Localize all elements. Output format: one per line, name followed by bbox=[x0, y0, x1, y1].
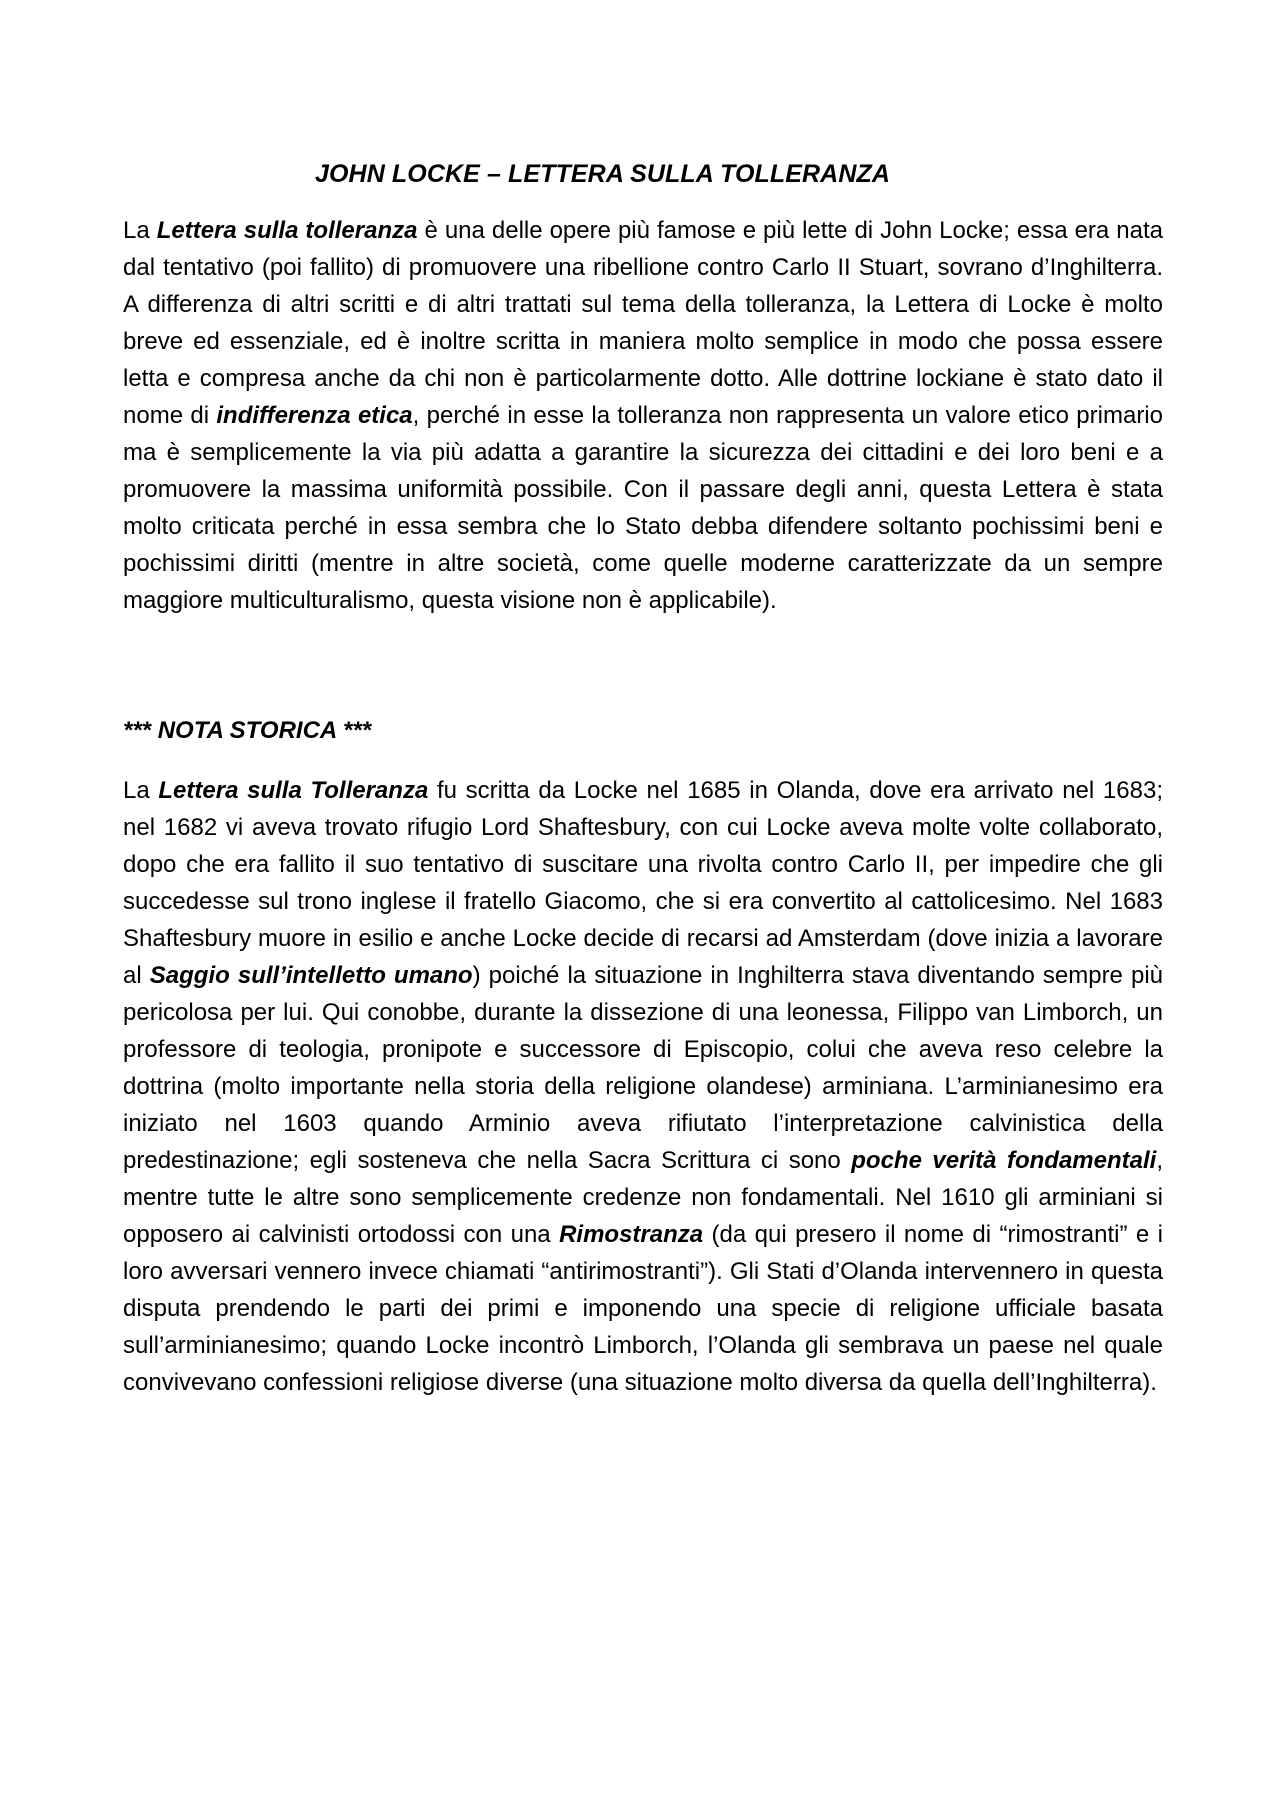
emphasis-term: Rimostranza bbox=[559, 1221, 704, 1248]
emphasis-work-title: Lettera sulla Tolleranza bbox=[158, 777, 429, 804]
text-run: , perché in esse la tolleranza non rappresenta un valore etico primario ma è semplicemente la via più adatta a garantire la sicurezza dei cittadini e dei loro beni e a promuovere la massima uniformità possibile. Con il passare degli anni, questa Lettera è stata molto criticata perché in essa sembra che lo Stato debba difendere soltanto pochissimi beni e pochissimi diritti (mentre in altre società, come quelle moderne caratterizzate da un sempre maggiore multiculturalismo, questa visione non è applicabile). bbox=[123, 402, 1163, 614]
emphasis-term: indifferenza etica bbox=[216, 402, 413, 429]
text-run: La bbox=[123, 777, 159, 804]
emphasis-term: poche verità fondamentali bbox=[851, 1147, 1157, 1174]
text-run: (da qui presero il nome di “rimostranti” e i loro avversari vennero invece chiamati “antirimostranti”). Gli Stati d’Olanda intervennero in questa disputa prendendo le parti dei primi e imponendo una specie di religione ufficiale basata sull’arminianesimo; quando Locke incontrò Limborch, l’Olanda gli sembrava un paese nel quale convivevano confessioni religiose diverse (una situazione molto diversa da quella dell’Inghilterra). bbox=[123, 1221, 1163, 1396]
text-run: fu scritta da Locke nel 1685 in Olanda, dove era arrivato nel 1683; nel 1682 vi aveva trovato rifugio Lord Shaftesbury, con cui Locke aveva molte volte collaborato, dopo che era fallito il suo tentativo di suscitare una rivolta contro Carlo II, per impedire che gli succedesse sul trono inglese il fratello Giacomo, che si era convertito al cattolicesimo. Nel 1683 Shaftesbury muore in esilio e anche Locke decide di recarsi ad Amsterdam (dove inizia a lavorare al bbox=[123, 777, 1163, 989]
document-title: JOHN LOCKE – LETTERA SULLA TOLLERANZA bbox=[315, 160, 891, 188]
note-heading: *** NOTA STORICA *** bbox=[123, 717, 372, 744]
text-run: ) poiché la situazione in Inghilterra stava diventando sempre più pericolosa per lui. Qui conobbe, durante la dissezione di una leonessa, Filippo van Limborch, un professore di teologia, pronipote e successore di Episcopio, colui che aveva reso celebre la dottrina (molto importante nella storia della religione olandese) arminiana. L’arminianesimo era iniziato nel 1603 quando Arminio aveva rifiutato l’interpretazione calvinistica della predestinazione; egli sosteneva che nella Sacra Scrittura ci sono bbox=[123, 962, 1164, 1174]
emphasis-work-title: Saggio sull’intelletto umano bbox=[149, 962, 473, 989]
paragraph-intro bbox=[123, 212, 1163, 619]
emphasis-work-title: Lettera sulla tolleranza bbox=[156, 217, 418, 244]
paragraph-historical-note bbox=[123, 772, 1163, 1401]
text-run: La bbox=[123, 217, 157, 244]
text-run: è una delle opere più famose e più lette di John Locke; essa era nata dal tentativo (poi fallito) di promuovere una ribellione contro Carlo II Stuart, sovrano d’Inghilterra. A differenza di altri scritti e di altri trattati sul tema della tolleranza, la Lettera di Locke è molto breve ed essenziale, ed è inoltre scritta in maniera molto semplice in modo che possa essere letta e compresa anche da chi non è particolarmente dotto. Alle dottrine lockiane è stato dato il nome di bbox=[123, 217, 1163, 429]
text-run: , mentre tutte le altre sono semplicemente credenze non fondamentali. Nel 1610 gli arminiani si opposero ai calvinisti ortodossi con una bbox=[123, 1147, 1163, 1248]
